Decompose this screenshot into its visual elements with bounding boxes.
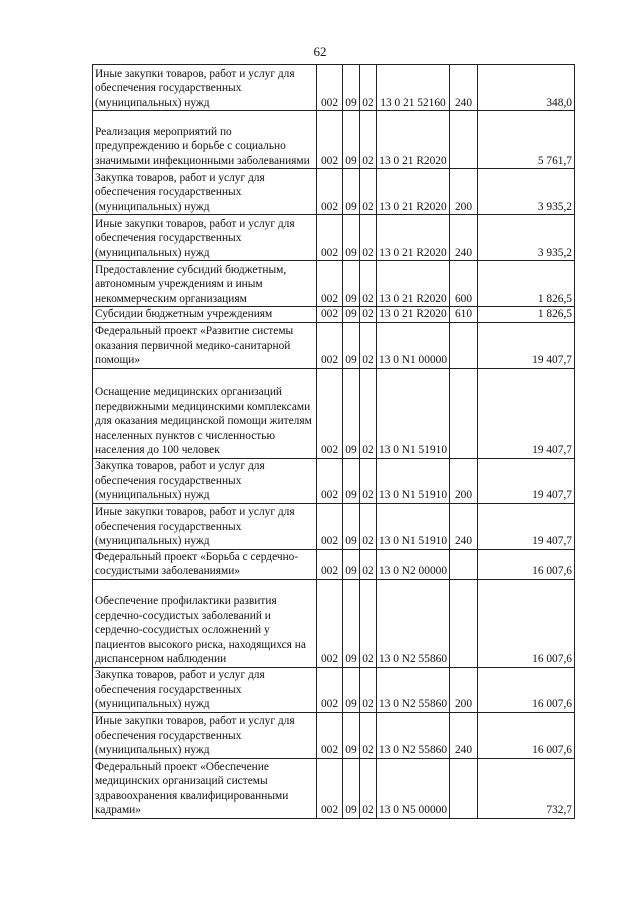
row-expense-type: 600 — [450, 261, 478, 307]
row-amount: 348,0 — [478, 65, 575, 111]
row-amount: 5 761,7 — [478, 111, 575, 169]
row-expense-type: 610 — [450, 307, 478, 323]
row-section-code: 09 — [343, 261, 360, 307]
table-row — [93, 503, 575, 549]
row-name: Иные закупки товаров, работ и услуг для обеспечения государственных (муниципальных) нужд — [93, 215, 317, 261]
row-target-article: 13 0 N1 51910 — [377, 368, 450, 458]
table-row — [93, 111, 575, 169]
table-row — [93, 667, 575, 712]
row-admin-code: 002 — [317, 307, 343, 323]
table-row — [93, 169, 575, 215]
row-name: Федеральный проект «Развитие системы оказания первичной медико-санитарной помощи» — [93, 322, 317, 368]
row-target-article: 13 0 N1 51910 — [377, 458, 450, 503]
row-admin-code: 002 — [317, 667, 343, 712]
row-admin-code: 002 — [317, 261, 343, 307]
row-amount: 16 007,6 — [478, 549, 575, 579]
row-section-code: 09 — [343, 368, 360, 458]
row-section-code: 09 — [343, 111, 360, 169]
table-row — [93, 215, 575, 261]
row-section-code: 09 — [343, 169, 360, 215]
row-amount: 1 826,5 — [478, 307, 575, 323]
row-target-article: 13 0 N2 00000 — [377, 549, 450, 579]
row-expense-type: 200 — [450, 458, 478, 503]
row-admin-code: 002 — [317, 579, 343, 667]
row-section-code: 09 — [343, 579, 360, 667]
row-section-code: 09 — [343, 549, 360, 579]
row-subsection-code: 02 — [360, 712, 377, 758]
row-admin-code: 002 — [317, 712, 343, 758]
row-name: Закупка товаров, работ и услуг для обеспечения государственных (муниципальных) нужд — [93, 458, 317, 503]
row-target-article: 13 0 N5 00000 — [377, 758, 450, 818]
row-target-article: 13 0 21 R2020 — [377, 169, 450, 215]
row-target-article: 13 0 N2 55860 — [377, 712, 450, 758]
row-amount: 1 826,5 — [478, 261, 575, 307]
row-expense-type: 240 — [450, 215, 478, 261]
row-subsection-code: 02 — [360, 261, 377, 307]
row-expense-type — [450, 368, 478, 458]
row-subsection-code: 02 — [360, 169, 377, 215]
row-amount: 3 935,2 — [478, 169, 575, 215]
page-number: 62 — [313, 44, 327, 59]
row-target-article: 13 0 21 R2020 — [377, 111, 450, 169]
row-subsection-code: 02 — [360, 65, 377, 111]
row-expense-type — [450, 111, 478, 169]
row-subsection-code: 02 — [360, 322, 377, 368]
table-row — [93, 712, 575, 758]
budget-table — [92, 64, 575, 819]
row-admin-code: 002 — [317, 169, 343, 215]
row-name: Оснащение медицинских организаций передвижными медицинскими комплексами для оказания медицинской помощи жителям населенных пунктов с численностью населения до 100 человек — [93, 368, 317, 458]
row-amount: 732,7 — [478, 758, 575, 818]
table-row — [93, 307, 575, 323]
row-subsection-code: 02 — [360, 215, 377, 261]
table-row — [93, 322, 575, 368]
row-expense-type: 240 — [450, 65, 478, 111]
row-amount: 19 407,7 — [478, 322, 575, 368]
row-section-code: 09 — [343, 503, 360, 549]
row-name: Федеральный проект «Обеспечение медицинских организаций системы здравоохранения квалифицированными кадрами» — [93, 758, 317, 818]
row-amount: 16 007,6 — [478, 712, 575, 758]
row-section-code: 09 — [343, 322, 360, 368]
row-subsection-code: 02 — [360, 549, 377, 579]
row-admin-code: 002 — [317, 458, 343, 503]
row-name: Иные закупки товаров, работ и услуг для обеспечения государственных (муниципальных) нужд — [93, 65, 317, 111]
row-expense-type — [450, 549, 478, 579]
row-subsection-code: 02 — [360, 667, 377, 712]
row-target-article: 13 0 N2 55860 — [377, 667, 450, 712]
row-name: Закупка товаров, работ и услуг для обеспечения государственных (муниципальных) нужд — [93, 169, 317, 215]
row-expense-type — [450, 579, 478, 667]
row-name: Предоставление субсидий бюджетным, автономным учреждениям и иным некоммерческим организациям — [93, 261, 317, 307]
row-target-article: 13 0 21 52160 — [377, 65, 450, 111]
row-name: Субсидии бюджетным учреждениям — [93, 307, 317, 323]
row-target-article: 13 0 N1 00000 — [377, 322, 450, 368]
row-admin-code: 002 — [317, 215, 343, 261]
row-target-article: 13 0 N2 55860 — [377, 579, 450, 667]
row-subsection-code: 02 — [360, 307, 377, 323]
table-row — [93, 758, 575, 818]
row-admin-code: 002 — [317, 503, 343, 549]
row-subsection-code: 02 — [360, 368, 377, 458]
row-name: Федеральный проект «Борьба с сердечно-сосудистыми заболеваниями» — [93, 549, 317, 579]
row-section-code: 09 — [343, 458, 360, 503]
row-section-code: 09 — [343, 667, 360, 712]
table-row — [93, 579, 575, 667]
row-section-code: 09 — [343, 712, 360, 758]
row-subsection-code: 02 — [360, 758, 377, 818]
row-amount: 19 407,7 — [478, 368, 575, 458]
row-name: Иные закупки товаров, работ и услуг для обеспечения государственных (муниципальных) нужд — [93, 712, 317, 758]
row-expense-type: 240 — [450, 712, 478, 758]
row-amount: 16 007,6 — [478, 667, 575, 712]
table-row — [93, 65, 575, 111]
row-admin-code: 002 — [317, 65, 343, 111]
row-section-code: 09 — [343, 65, 360, 111]
row-name: Закупка товаров, работ и услуг для обеспечения государственных (муниципальных) нужд — [93, 667, 317, 712]
row-target-article: 13 0 21 R2020 — [377, 261, 450, 307]
row-name: Обеспечение профилактики развития сердечно-сосудистых заболеваний и сердечно-сосудистых осложнений у пациентов высокого риска, находящихся на диспансерном наблюдении — [93, 579, 317, 667]
row-target-article: 13 0 N1 51910 — [377, 503, 450, 549]
row-amount: 19 407,7 — [478, 503, 575, 549]
row-expense-type — [450, 322, 478, 368]
row-name: Реализация мероприятий по предупреждению и борьбе с социально значимыми инфекционными заболеваниями — [93, 111, 317, 169]
row-expense-type: 200 — [450, 169, 478, 215]
table-row — [93, 368, 575, 458]
table-row — [93, 261, 575, 307]
row-section-code: 09 — [343, 215, 360, 261]
row-section-code: 09 — [343, 307, 360, 323]
row-subsection-code: 02 — [360, 503, 377, 549]
row-subsection-code: 02 — [360, 579, 377, 667]
row-admin-code: 002 — [317, 322, 343, 368]
row-target-article: 13 0 21 R2020 — [377, 307, 450, 323]
row-amount: 19 407,7 — [478, 458, 575, 503]
table-row — [93, 549, 575, 579]
row-admin-code: 002 — [317, 368, 343, 458]
row-subsection-code: 02 — [360, 458, 377, 503]
row-name: Иные закупки товаров, работ и услуг для обеспечения государственных (муниципальных) нужд — [93, 503, 317, 549]
row-section-code: 09 — [343, 758, 360, 818]
table-row — [93, 458, 575, 503]
row-admin-code: 002 — [317, 549, 343, 579]
row-expense-type: 200 — [450, 667, 478, 712]
row-amount: 16 007,6 — [478, 579, 575, 667]
row-admin-code: 002 — [317, 758, 343, 818]
row-expense-type: 240 — [450, 503, 478, 549]
row-expense-type — [450, 758, 478, 818]
row-amount: 3 935,2 — [478, 215, 575, 261]
row-subsection-code: 02 — [360, 111, 377, 169]
row-admin-code: 002 — [317, 111, 343, 169]
row-target-article: 13 0 21 R2020 — [377, 215, 450, 261]
